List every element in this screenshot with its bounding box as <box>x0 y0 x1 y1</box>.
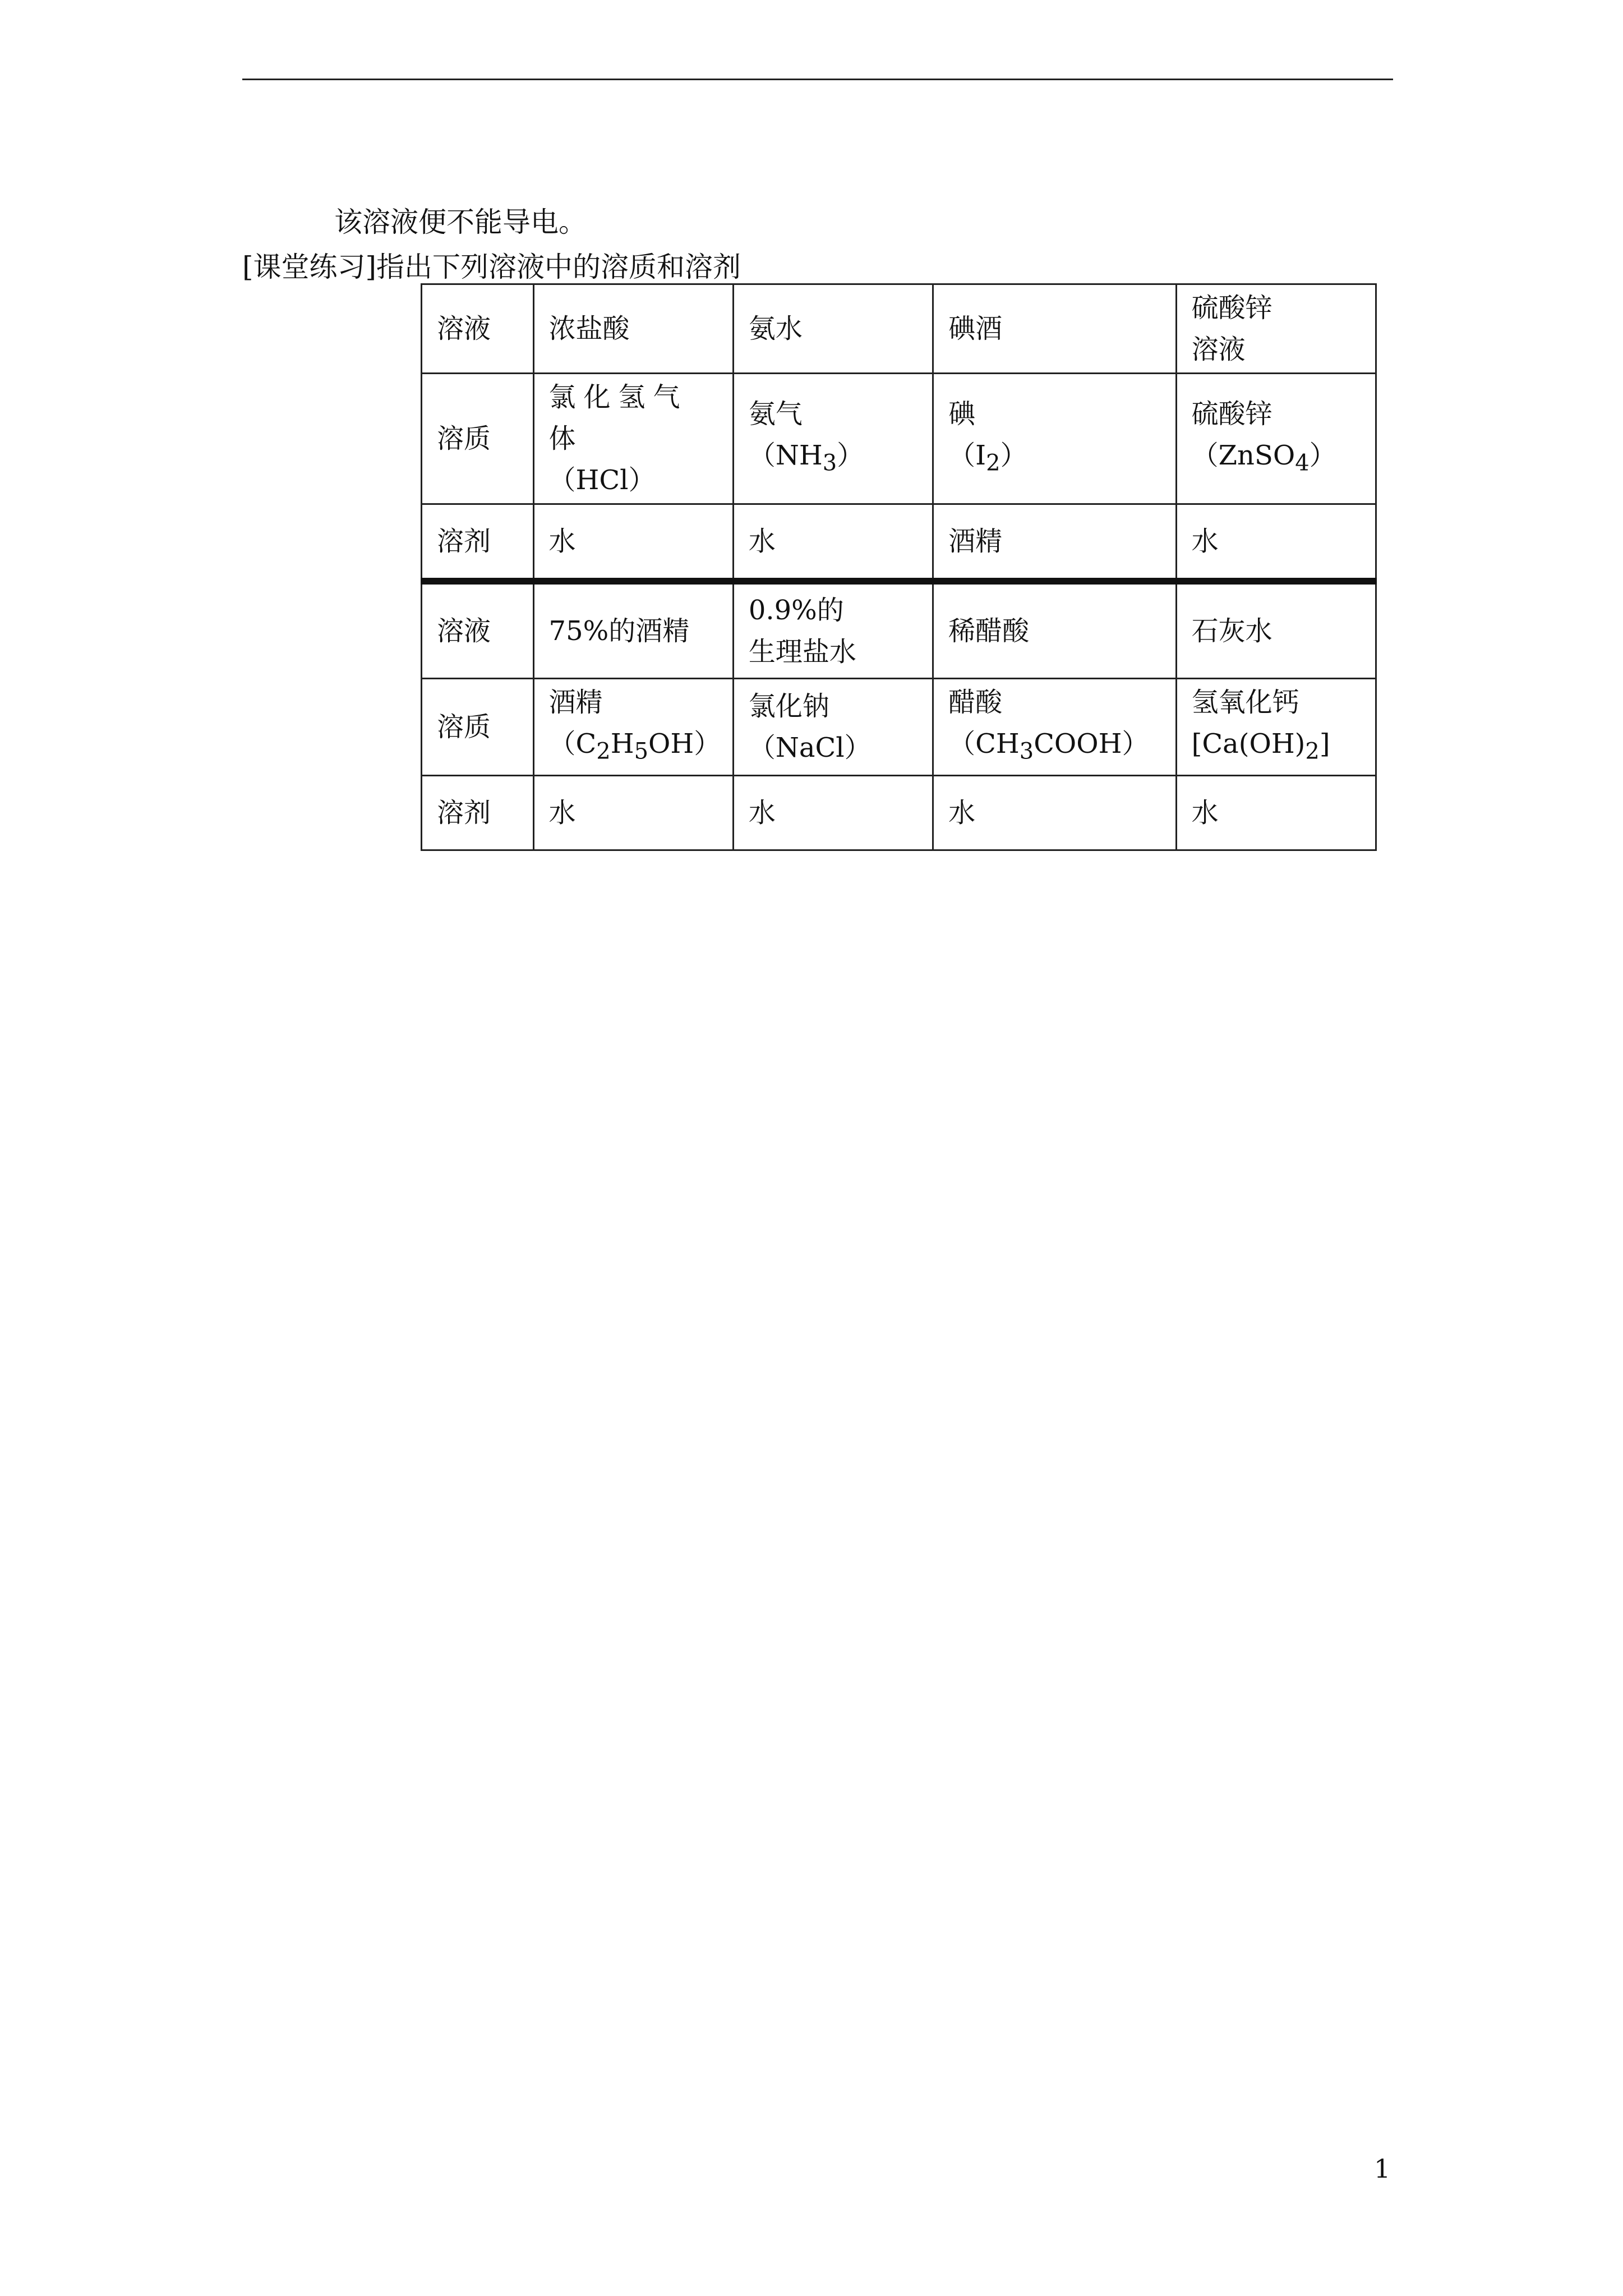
row-label: 溶质 <box>422 374 534 504</box>
table-cell <box>933 679 1177 776</box>
table-cell <box>733 581 933 679</box>
cell-line: 生理盐水 <box>748 636 856 668</box>
table-cell <box>533 374 733 504</box>
cell-line: 氯化氢气体 <box>548 381 688 454</box>
table-cell <box>1176 284 1376 374</box>
table-cell: 水 <box>533 775 733 850</box>
row-label: 溶质 <box>422 679 534 776</box>
cell-line: （NaCl） <box>748 731 872 763</box>
table-row <box>422 374 1376 504</box>
formula: $(C_2H_5OH)$ <box>548 728 721 765</box>
table-row <box>422 775 1376 850</box>
table-cell: 石灰水 <box>1176 581 1376 679</box>
table-cell <box>1176 374 1376 504</box>
cell-line: 硫酸锌 <box>1191 398 1272 430</box>
cell-line: （HCl） <box>548 464 656 496</box>
cell-line: 硫酸锌 <box>1191 292 1272 324</box>
table-cell: 水 <box>733 504 933 582</box>
row-label: 溶液 <box>422 581 534 679</box>
table-cell: 水 <box>1176 504 1376 582</box>
table-cell <box>733 679 933 776</box>
table-row <box>422 504 1376 582</box>
table-row <box>422 679 1376 776</box>
formula: $(CH_3COOH)$ <box>948 728 1149 765</box>
formula: $(NH_3)$ <box>748 440 864 476</box>
cell-line: 碘 <box>948 398 976 430</box>
intro-paragraph: 该溶液便不能导电。 <box>334 206 587 238</box>
table-cell: 氨水 <box>733 284 933 374</box>
table-cell: 稀醋酸 <box>933 581 1177 679</box>
table-cell: 水 <box>933 775 1177 850</box>
table-cell <box>933 374 1177 504</box>
cell-line: 氯化钠 <box>748 690 829 722</box>
table-cell: 浓盐酸 <box>533 284 733 374</box>
solution-table <box>421 283 1377 851</box>
table-cell <box>733 374 933 504</box>
table-cell: 酒精 <box>933 504 1177 582</box>
formula: $(I_2)$ <box>948 440 1027 476</box>
exercise-title: [课堂练习]指出下列溶液中的溶质和溶剂 <box>242 251 741 283</box>
table-cell: 水 <box>1176 775 1376 850</box>
table-cell: 碘酒 <box>933 284 1177 374</box>
row-label: 溶剂 <box>422 775 534 850</box>
row-label: 溶液 <box>422 284 534 374</box>
formula: （ZnSO$_4$） <box>1191 440 1336 476</box>
table-cell <box>533 679 733 776</box>
table-row <box>422 581 1376 679</box>
table-cell: 水 <box>733 775 933 850</box>
formula: $[Ca(OH)_2]$ <box>1191 728 1330 765</box>
page-number: 1 <box>1374 2154 1391 2184</box>
row-label: 溶剂 <box>422 504 534 582</box>
header-rule <box>242 79 1393 80</box>
cell-line: 酒精 <box>548 687 603 718</box>
cell-line: 氢氧化钙 <box>1191 687 1299 718</box>
table-cell <box>1176 679 1376 776</box>
table-cell: 75%的酒精 <box>533 581 733 679</box>
cell-line: 0.9%的 <box>748 595 844 626</box>
cell-line: 溶液 <box>1191 334 1246 365</box>
table-cell: 水 <box>533 504 733 582</box>
table-row <box>422 284 1376 374</box>
cell-line: 醋酸 <box>948 687 1003 718</box>
cell-line: 氨气 <box>748 398 803 430</box>
